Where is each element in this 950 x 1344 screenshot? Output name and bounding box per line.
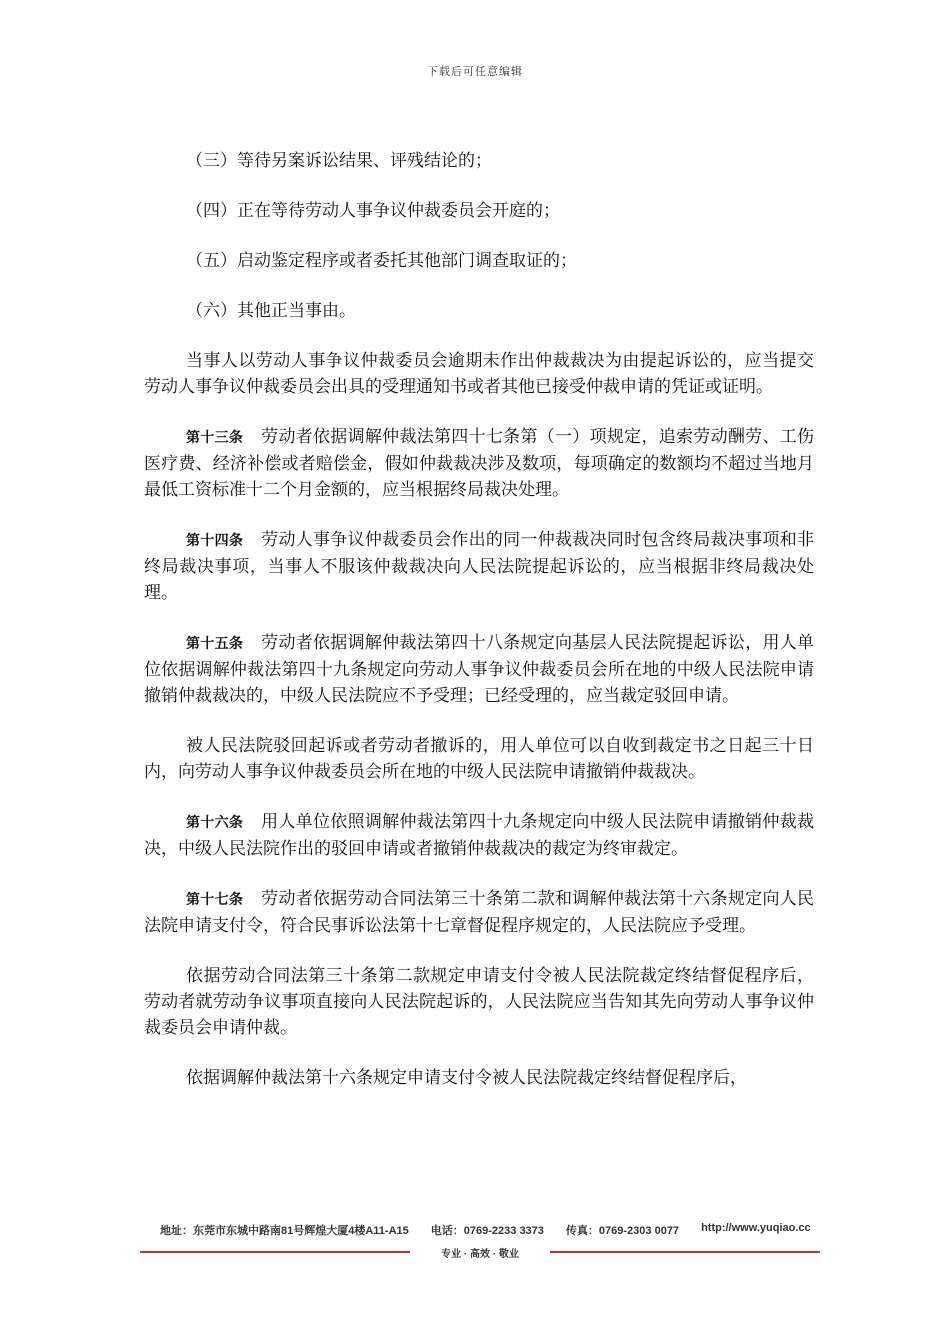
divider: [550, 1251, 820, 1253]
paragraph-text: 劳动者依据调解仲裁法第四十八条规定向基层人民法院提起诉讼，用人单位依据调解仲裁法第四十九条规定向劳动人事争议仲裁委员会所在地的中级人民法院申请撤销仲裁裁决的，中级人民法院应不予受理；已经受理的，应当裁定驳回申请。: [144, 633, 815, 706]
paragraph: [144, 1065, 814, 1091]
footer-slogan: 专业 · 高效 · 敬业: [441, 1249, 519, 1260]
list-item: （三）等待另案诉讼结果、评残结论的；: [186, 151, 492, 171]
footer-rule: [140, 1245, 820, 1259]
list-item: （四）正在等待劳动人事争议仲裁委员会开庭的；: [186, 201, 560, 221]
article-paragraph: [144, 424, 814, 503]
paragraph: [144, 348, 814, 400]
paragraph-text: 被人民法院驳回起诉或者劳动者撤诉的，用人单位可以自收到裁定书之日起三十日内，向劳动人事争议仲裁委员会所在地的中级人民法院申请撤销仲裁裁决。: [144, 736, 814, 782]
paragraph-text: 劳动者依据劳动合同法第三十条第二款和调解仲裁法第十六条规定向人民法院申请支付令，符合民事诉讼法第十七章督促程序规定的，人民法院应予受理。: [144, 889, 815, 936]
article-number: 第十七条: [186, 892, 244, 908]
paragraph: [144, 733, 814, 785]
page-footer: [160, 1222, 810, 1238]
list-item: （五）启动鉴定程序或者委托其他部门调查取证的；: [186, 251, 577, 271]
footer-phone: 电话：0769-2233 3373: [430, 1225, 544, 1237]
footer-address: 地址：东莞市东城中路南81号辉煌大厦4楼A11-A15: [160, 1225, 409, 1237]
footer-url: http://www.yuqiao.cc: [701, 1222, 811, 1234]
paragraph: [144, 963, 814, 1041]
paragraph-text: 依据劳动合同法第三十条第二款规定申请支付令被人民法院裁定终结督促程序后，劳动者就劳动争议事项直接向人民法院起诉的，人民法院应当告知其先向劳动人事争议仲裁委员会申请仲裁。: [144, 966, 814, 1038]
paragraph-text: 劳动者依据调解仲裁法第四十七条第（一）项规定，追索劳动酬劳、工伤医疗费、经济补偿或者赔偿金，假如仲裁裁决涉及数项，每项确定的数额均不超过当地月最低工资标准十二个月金额的，应当根据终局裁决处理。: [144, 427, 815, 500]
article-number: 第十三条: [186, 430, 244, 446]
paragraph-text: 劳动人事争议仲裁委员会作出的同一仲裁裁决同时包含终局裁决事项和非终局裁决事项，当事人不服该仲裁裁决向人民法院提起诉讼的，应当根据非终局裁决处理。: [144, 530, 815, 603]
paragraph-text: 依据调解仲裁法第十六条规定申请支付令被人民法院裁定终结督促程序后，: [186, 1068, 747, 1088]
article-paragraph: [144, 809, 814, 862]
paragraph-text: 当事人以劳动人事争议仲裁委员会逾期未作出仲裁裁决为由提起诉讼的，应当提交劳动人事争议仲裁委员会出具的受理通知书或者其他已接受仲裁申请的凭证或证明。: [144, 351, 814, 397]
list-item: （六）其他正当事由。: [186, 301, 356, 321]
paragraph-text: 用人单位依照调解仲裁法第四十九条规定向中级人民法院申请撤销仲裁裁决，中级人民法院作出的驳回申请或者撤销仲裁裁决的裁定为终审裁定。: [144, 812, 815, 859]
footer-fax: 传真：0769-2303 0077: [565, 1225, 680, 1237]
article-number: 第十五条: [186, 636, 244, 652]
page-header: 下载后可任意编辑: [427, 65, 523, 78]
article-number: 第十四条: [186, 533, 244, 549]
document-body: [144, 148, 814, 1115]
article-paragraph: [144, 630, 814, 709]
article-paragraph: [144, 886, 814, 939]
article-number: 第十六条: [186, 815, 244, 831]
article-paragraph: [144, 527, 814, 606]
